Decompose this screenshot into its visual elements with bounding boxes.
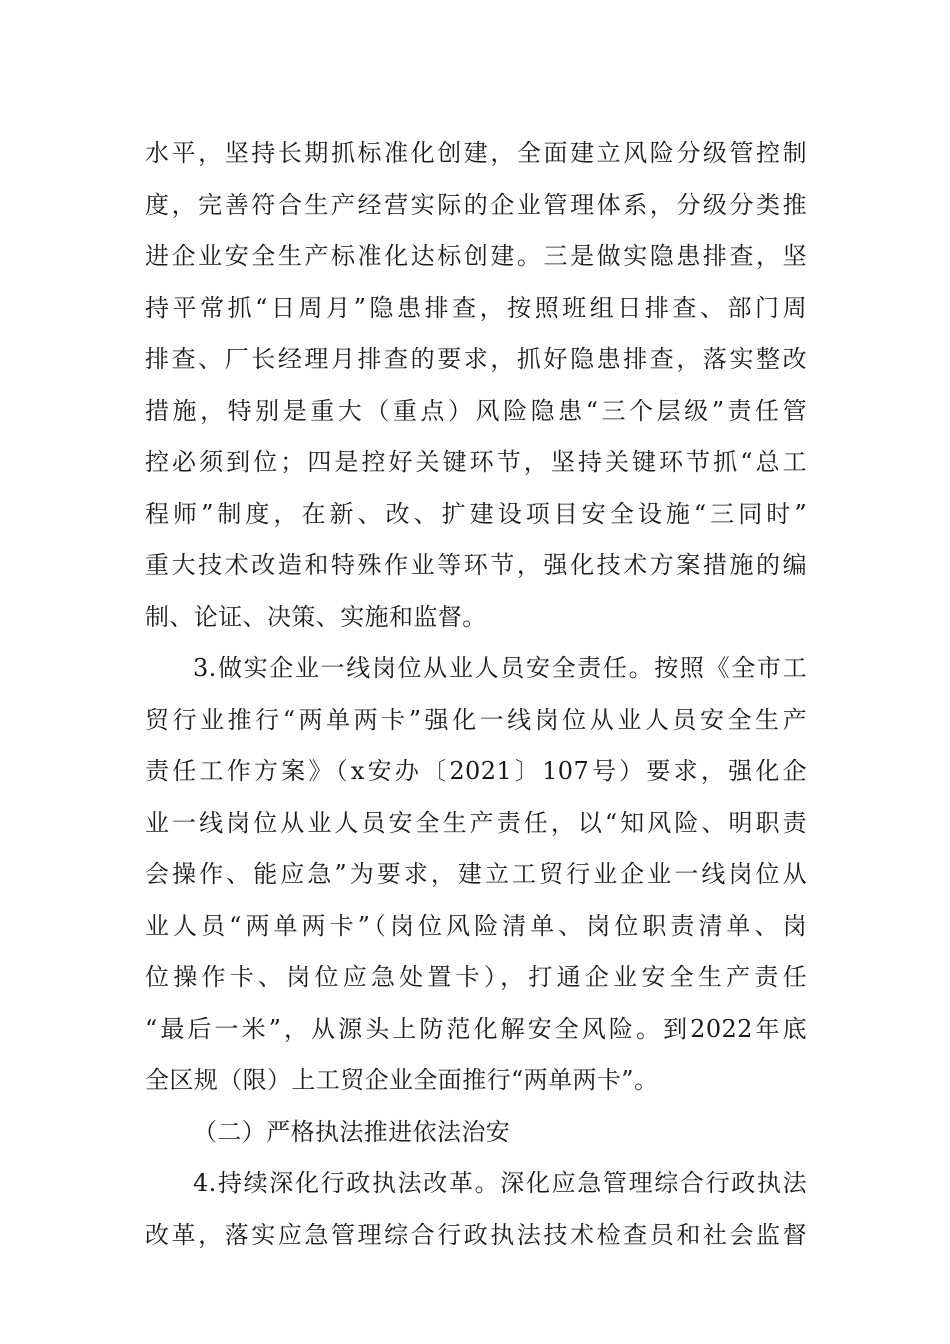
paragraph-start-line: 3.做实企业一线岗位从业人员安全责任。按照《全市工 (193, 654, 807, 682)
body-text (145, 128, 807, 1261)
text-line: 重大技术改造和特殊作业等环节，强化技术方案措施的编 (145, 551, 807, 579)
text-line: 责任工作方案》（x安办〔2021〕107号）要求，强化企 (145, 757, 807, 785)
text-line: 改革，落实应急管理综合行政执法技术检查员和社会监督 (145, 1220, 807, 1249)
text-line: 全区规（限）上工贸企业全面推行“两单两卡”。 (145, 1066, 659, 1094)
text-line: 持平常抓“日周月”隐患排查，按照班组日排查、部门周 (145, 293, 807, 322)
text-line: 业人员“两单两卡”（岗位风险清单、岗位职责清单、岗 (145, 911, 807, 940)
text-line: “最后一米”，从源头上防范化解安全风险。到2022年底 (145, 1014, 807, 1043)
text-line: 位操作卡、岗位应急处置卡），打通企业安全生产责任 (145, 963, 807, 991)
text-line: 控必须到位；四是控好关键环节，坚持关键环节抓“总工 (145, 448, 807, 476)
text-line: 贸行业推行“两单两卡”强化一线岗位从业人员安全生产 (145, 705, 807, 734)
text-line: 排查、厂长经理月排查的要求，抓好隐患排查，落实整改 (145, 345, 807, 373)
text-line: 会操作、能应急”为要求，建立工贸行业企业一线岗位从 (145, 860, 807, 888)
paragraph-start-line: 4.持续深化行政执法改革。深化应急管理综合行政执法 (193, 1169, 807, 1197)
section-heading: （二）严格执法推进依法治安 (193, 1117, 511, 1146)
text-line: 业一线岗位从业人员安全生产责任，以“知风险、明职责 (145, 808, 807, 837)
text-line: 进企业安全生产标准化达标创建。三是做实隐患排查，坚 (145, 242, 807, 270)
text-line: 制、论证、决策、实施和监督。 (145, 602, 487, 631)
text-line: 度，完善符合生产经营实际的企业管理体系，分级分类推 (145, 190, 807, 219)
text-line: 水平，坚持长期抓标准化创建，全面建立风险分级管控制 (145, 139, 807, 167)
text-line: 程师”制度，在新、改、扩建设项目安全设施“三同时” (145, 499, 807, 528)
text-line: 措施，特别是重大（重点）风险隐患“三个层级”责任管 (145, 396, 807, 425)
